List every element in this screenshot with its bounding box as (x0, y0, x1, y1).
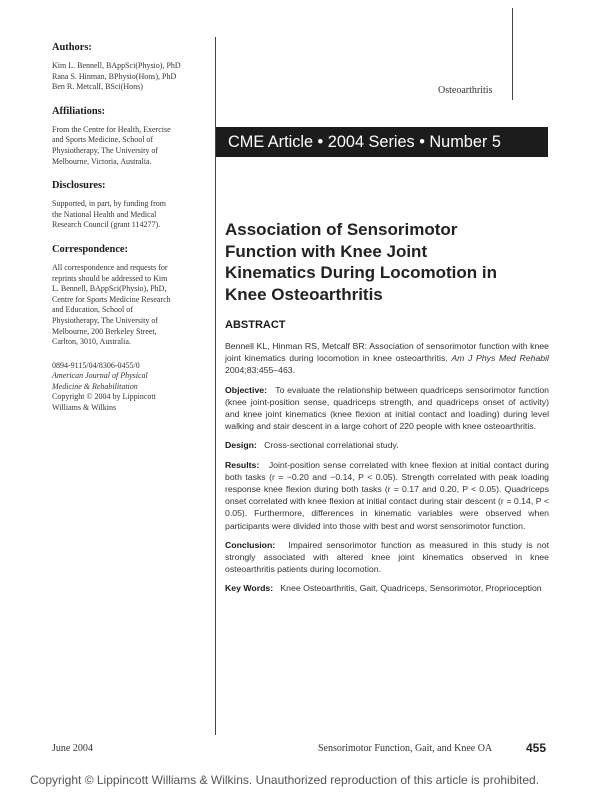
journal-line: American Journal of Physical (52, 371, 148, 381)
journal-line: Medicine & Rehabilitation (52, 381, 138, 391)
design-label: Design: (225, 440, 257, 451)
abstract-section (225, 319, 549, 602)
publication-info (52, 361, 204, 414)
publication-lines (52, 361, 204, 414)
conclusion-paragraph (225, 539, 549, 576)
correspondence-line: All correspondence and requests for (52, 262, 168, 272)
title-line: Association of Sensorimotor (225, 220, 458, 239)
author-line: Ben R. Metcalf, BSci(Hons) (52, 82, 143, 92)
affiliations-heading: Affiliations: (52, 105, 106, 117)
header-divider (512, 8, 513, 100)
disclosure-line: Supported, in part, by funding from (52, 199, 166, 209)
citation-journal: Am J Phys Med Rehabil (451, 353, 549, 364)
results-text: Joint-position sense correlated with knee flexion at initial contact during both tasks (r = −0.20 and −0.14, P < 0.05). Strength correlated with peak loading response knee flexion during both tasks (r = 0.17 and 0.20, P < 0.05). Quadriceps onset correlated with knee flexion at initial contact during stair descent (r = 0.14, P < 0.05). Furthermore, differences in kinematic variables were observed when participants were divided into those with best and worst sensorimotor function. (225, 459, 549, 531)
keywords-label: Key Words: (225, 583, 274, 594)
author-line: Kim L. Bennell, BAppSci(Physio), PhD (52, 61, 181, 70)
conclusion-label: Conclusion: (225, 539, 276, 550)
correspondence-text (52, 263, 204, 348)
objective-paragraph (225, 384, 549, 433)
correspondence-line: Melbourne, 200 Berkeley Street, (52, 326, 157, 336)
authors-heading: Authors: (52, 42, 92, 53)
keywords-text: Knee Osteoarthritis, Gait, Quadriceps, Sensorimotor, Proprioception (280, 583, 542, 594)
disclosures-heading: Disclosures: (52, 180, 106, 192)
abstract-heading: ABSTRACT (225, 319, 286, 331)
correspondence-line: Centre for Sports Medicine Research (52, 294, 171, 304)
affiliation-line: From the Centre for Health, Exercise (52, 124, 171, 134)
keywords-paragraph (225, 582, 549, 594)
objective-text: To evaluate the relationship between quadriceps sensorimotor function (knee joint-position sense, quadriceps strength, and quadriceps onset of activity) and knee joint kinematics (knee flexion at initial contact and loading) during level walking and stair descent in a large cohort of 220 people with knee osteoarthritis. (225, 384, 549, 432)
correspondence-line: reprints should be addressed to Kim (52, 273, 168, 283)
article-sidebar (52, 42, 204, 427)
section-label: Osteoarthritis (438, 85, 493, 96)
title-line: Knee Osteoarthritis (225, 284, 383, 304)
design-paragraph (225, 439, 549, 451)
affiliations-text (52, 125, 204, 167)
title-line: Function with Knee Joint (225, 241, 428, 261)
correspondence-line: L. Bennell, BAppSci(Physio), PhD, (52, 284, 167, 294)
affiliation-line: Physiotherapy, The University of (52, 145, 158, 155)
citation-tail: 2004;83:455–463. (225, 365, 296, 376)
affiliations-section (52, 106, 204, 167)
article-title (225, 219, 555, 305)
authors-section (52, 42, 204, 93)
citation (225, 340, 549, 377)
results-label: Results: (225, 459, 260, 470)
cme-banner: CME Article • 2004 Series • Number 5 (216, 127, 548, 157)
correspondence-line: Physiotherapy, The University of (52, 315, 158, 325)
affiliation-line: and Sports Medicine, School of (52, 135, 154, 145)
running-title: Sensorimotor Function, Gait, and Knee OA (318, 743, 493, 754)
correspondence-section (52, 244, 204, 348)
correspondence-line: Carlton, 3010, Australia. (52, 337, 131, 347)
conclusion-text: Impaired sensorimotor function as measured in this study is not strongly associated with altered knee joint kinematics observed in knee osteoarthritis patients during locomotion. (225, 539, 549, 575)
results-paragraph (225, 459, 549, 532)
copyright-line: Williams & Wilkins (52, 403, 117, 413)
disclosures-text (52, 199, 204, 231)
disclosures-section (52, 180, 204, 231)
affiliation-line: Melbourne, Victoria, Australia. (52, 156, 152, 166)
issn-line: 0894-9115/04/8306-0455/0 (52, 360, 140, 370)
title-line: Kinematics During Locomotion in (225, 263, 498, 282)
disclosure-line: Research Council (grant 114277). (52, 220, 161, 230)
citation-text: Bennell KL, Hinman RS, Metcalf BR: Association of sensorimotor function with knee joint kinematics during locomotion in knee osteoarthritis. (225, 341, 549, 364)
copyright-line: Copyright © 2004 by Lippincott (52, 392, 156, 402)
page-number: 455 (526, 741, 547, 755)
copyright-notice: Copyright © Lippincott Williams & Wilkins. Unauthorized reproduction of this article is prohibited. (30, 773, 540, 787)
footer-date: June 2004 (52, 743, 93, 754)
design-text: Cross-sectional correlational study. (264, 440, 399, 451)
authors-list (52, 61, 204, 93)
disclosure-line: the National Health and Medical (52, 209, 157, 219)
author-line: Rana S. Hinman, BPhysio(Hons), PhD (52, 71, 177, 81)
correspondence-heading: Correspondence: (52, 243, 128, 255)
correspondence-line: and Education, School of (52, 305, 133, 315)
objective-label: Objective: (225, 384, 268, 395)
